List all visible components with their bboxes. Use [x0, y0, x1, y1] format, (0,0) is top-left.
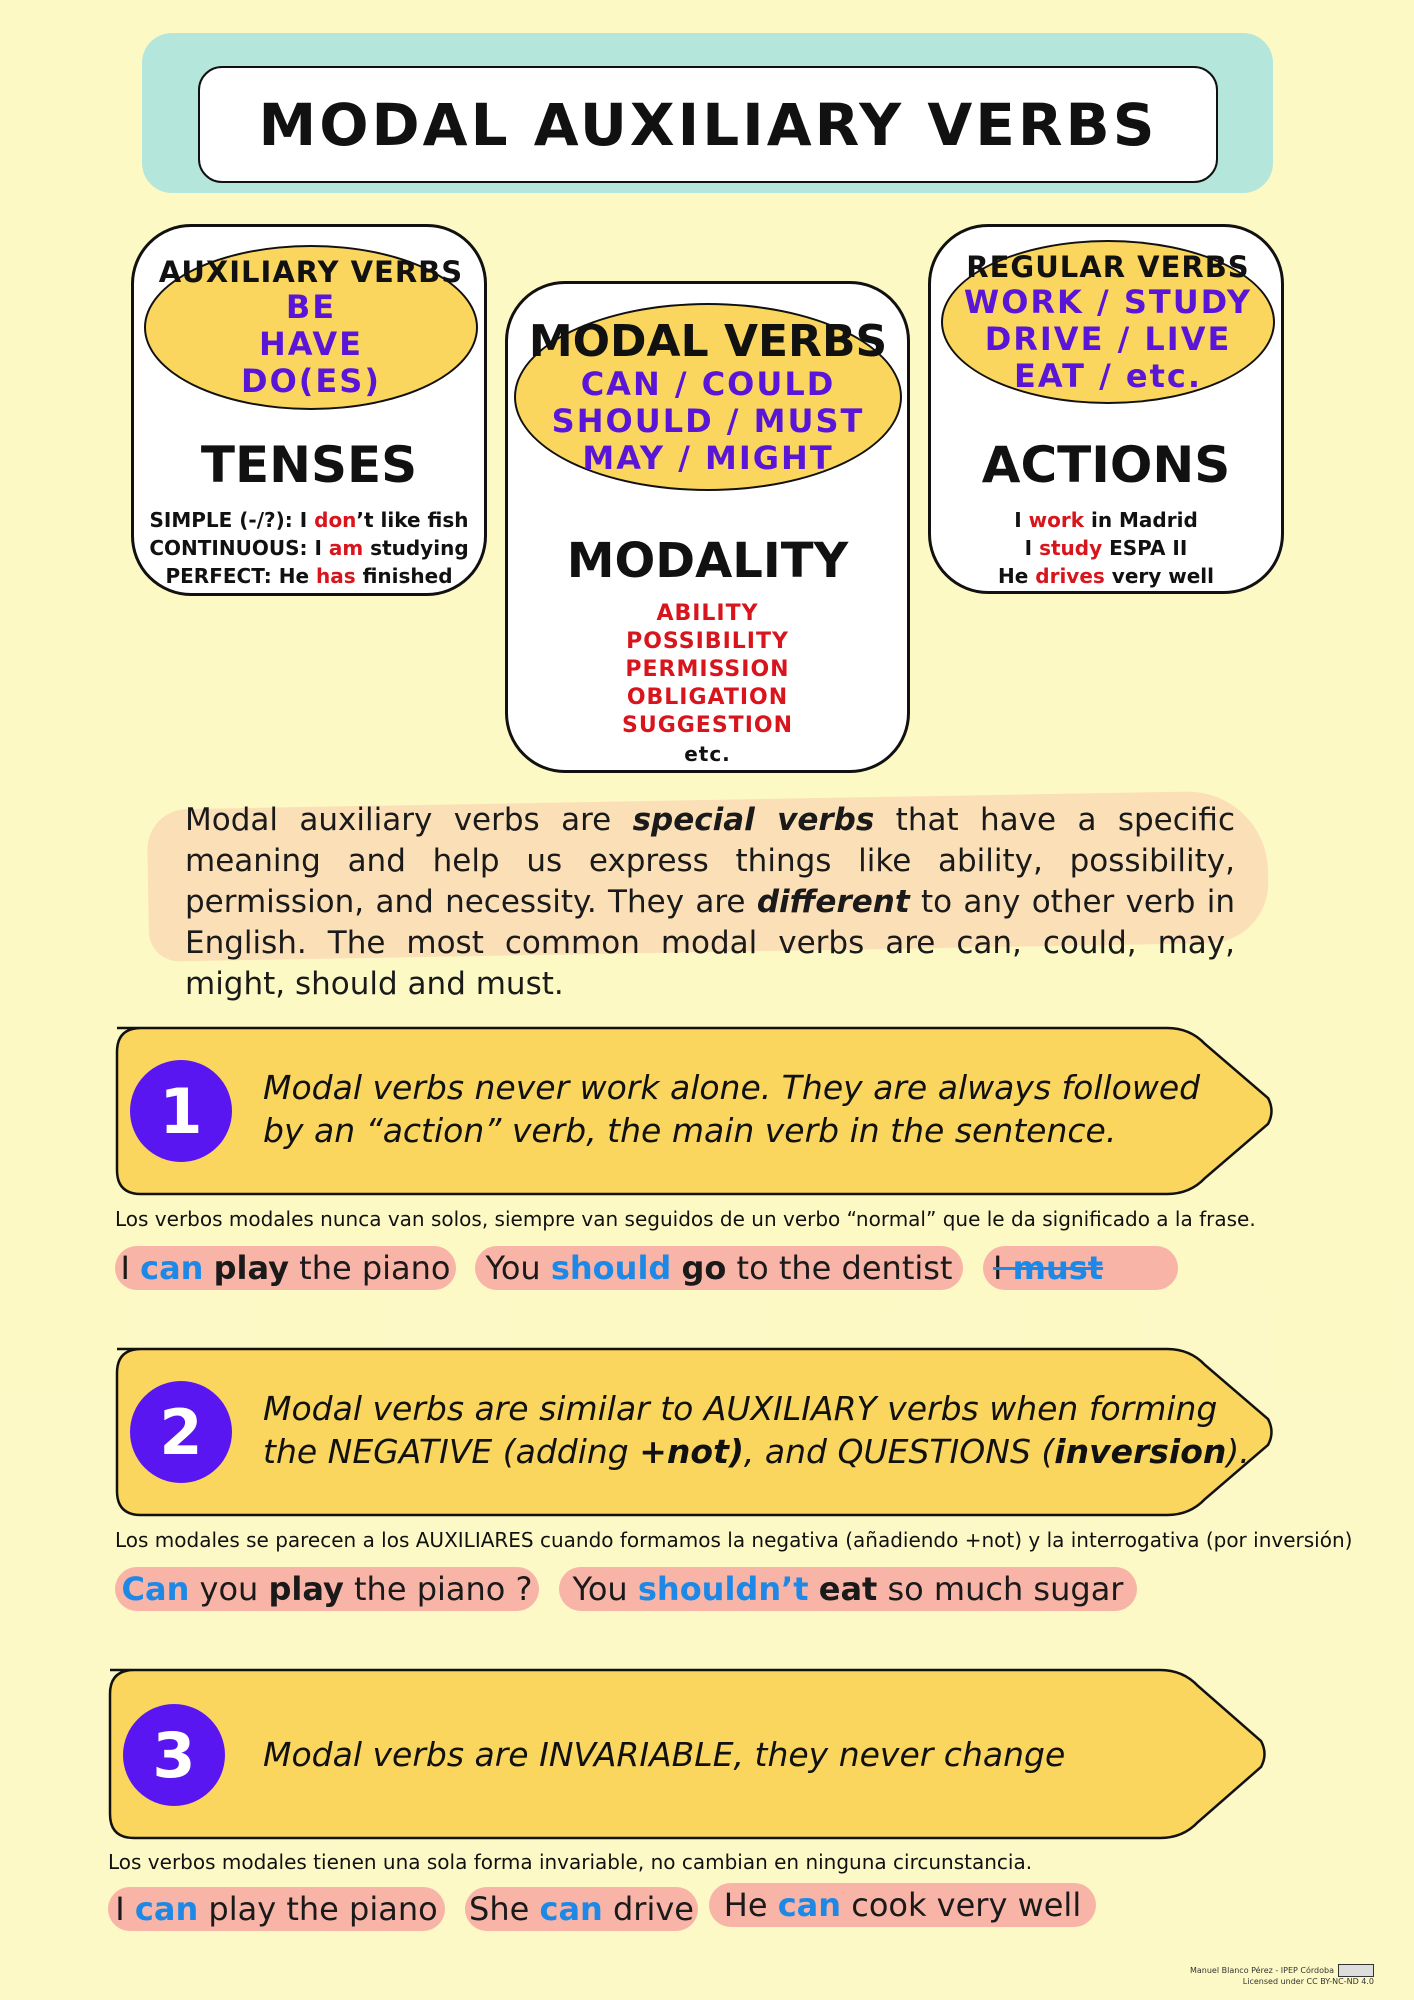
verb-line: WORK / STUDY: [963, 282, 1253, 321]
rule-3: [108, 1668, 1268, 1840]
rule-number-badge: 3: [123, 1704, 225, 1806]
rule-text: Modal verbs are similar to AUXILIARY verbs when forming the NEGATIVE (adding +not), and QUESTIONS (inversion).: [263, 1389, 1250, 1471]
rule-text: Modal verbs never work alone. They are always followed by an “action” verb, the main verb in the sentence.: [263, 1068, 1201, 1150]
example-pill: She can drive: [465, 1887, 698, 1931]
modality-item: POSSIBILITY: [626, 629, 789, 654]
example-lines: [931, 506, 1281, 590]
rule-number-badge: 1: [130, 1060, 232, 1162]
verb-line: MAY / MIGHT: [582, 438, 834, 477]
verb-line: DO(ES): [241, 362, 381, 400]
verb-line: EAT / etc.: [1013, 356, 1203, 395]
oval-regular: [941, 240, 1275, 404]
example-pill: Can you play the piano ?: [115, 1567, 539, 1611]
rule-text: Modal verbs are INVARIABLE, they never change: [263, 1735, 1066, 1774]
intro-paragraph: Modal auxiliary verbs are special verbs that have a specific meaning and help us express things like ability, possibility, permission, and necessity. They are different to any other verb in English. The most common modal verbs are can, could, may, might, should and must.: [185, 802, 1235, 1002]
example-pill-wrong: I must: [983, 1246, 1178, 1290]
rule-2-spanish: Los modales se parecen a los AUXILIARES cuando formamos la negativa (añadiendo +not) y la interrogativa (por inversión): [115, 1528, 1353, 1552]
rule-1-spanish: Los verbos modales nunca van solos, siempre van seguidos de un verbo “normal” que le da significado a la frase.: [115, 1207, 1256, 1231]
card-big-word: TENSES: [200, 436, 418, 494]
page-title: MODAL AUXILIARY VERBS: [198, 66, 1218, 183]
modality-item: PERMISSION: [625, 657, 790, 682]
card-big-word: ACTIONS: [981, 436, 1231, 494]
oval-auxiliary: [144, 245, 478, 410]
card-modal: [505, 281, 910, 773]
example-line: SIMPLE (-/?): I don’t like fish: [149, 508, 469, 532]
oval-heading: MODAL VERBS: [528, 315, 888, 367]
verb-line: DRIVE / LIVE: [984, 319, 1232, 358]
rule-1: [115, 1026, 1275, 1196]
modality-item: OBLIGATION: [626, 685, 789, 710]
verb-line: HAVE: [259, 325, 363, 363]
rule-2: [115, 1347, 1275, 1517]
verb-line: CAN / COULD: [580, 364, 836, 403]
example-line: CONTINUOUS: I am studying: [149, 536, 469, 560]
example-line: PERFECT: He has finished: [165, 564, 453, 588]
oval-heading: AUXILIARY VERBS: [158, 255, 464, 289]
rule-number-badge: 2: [130, 1381, 232, 1483]
modality-list: [508, 600, 907, 768]
modality-item: ABILITY: [656, 601, 759, 626]
modality-etc: etc.: [684, 742, 731, 766]
verb-line: BE: [285, 288, 337, 326]
example-line: He drives very well: [998, 564, 1214, 588]
credit: Manuel Blanco Pérez - IPEP Córdoba Licensed under CC BY-NC-ND 4.0: [1189, 1966, 1374, 1986]
example-pill: You shouldn’t eat so much sugar: [559, 1567, 1137, 1611]
example-pill: I can play the piano: [108, 1887, 445, 1931]
card-big-word: MODALITY: [566, 533, 849, 589]
card-regular: [928, 224, 1284, 594]
card-auxiliary: [131, 224, 487, 596]
oval-modal: [514, 303, 902, 491]
verb-line: SHOULD / MUST: [551, 401, 865, 440]
example-lines: [134, 506, 484, 590]
example-pill: He can cook very well: [709, 1883, 1096, 1927]
rule-3-spanish: Los verbos modales tienen una sola forma invariable, no cambian en ninguna circunstancia.: [108, 1850, 1033, 1874]
cc-license-icon: [1338, 1964, 1374, 1977]
modality-item: SUGGESTION: [621, 713, 793, 738]
example-line: I study ESPA II: [1024, 536, 1188, 560]
example-line: I work in Madrid: [1014, 508, 1198, 532]
example-pill: I can play the piano: [115, 1246, 456, 1290]
oval-heading: REGULAR VERBS: [966, 249, 1250, 284]
example-pill: You should go to the dentist: [475, 1246, 963, 1290]
